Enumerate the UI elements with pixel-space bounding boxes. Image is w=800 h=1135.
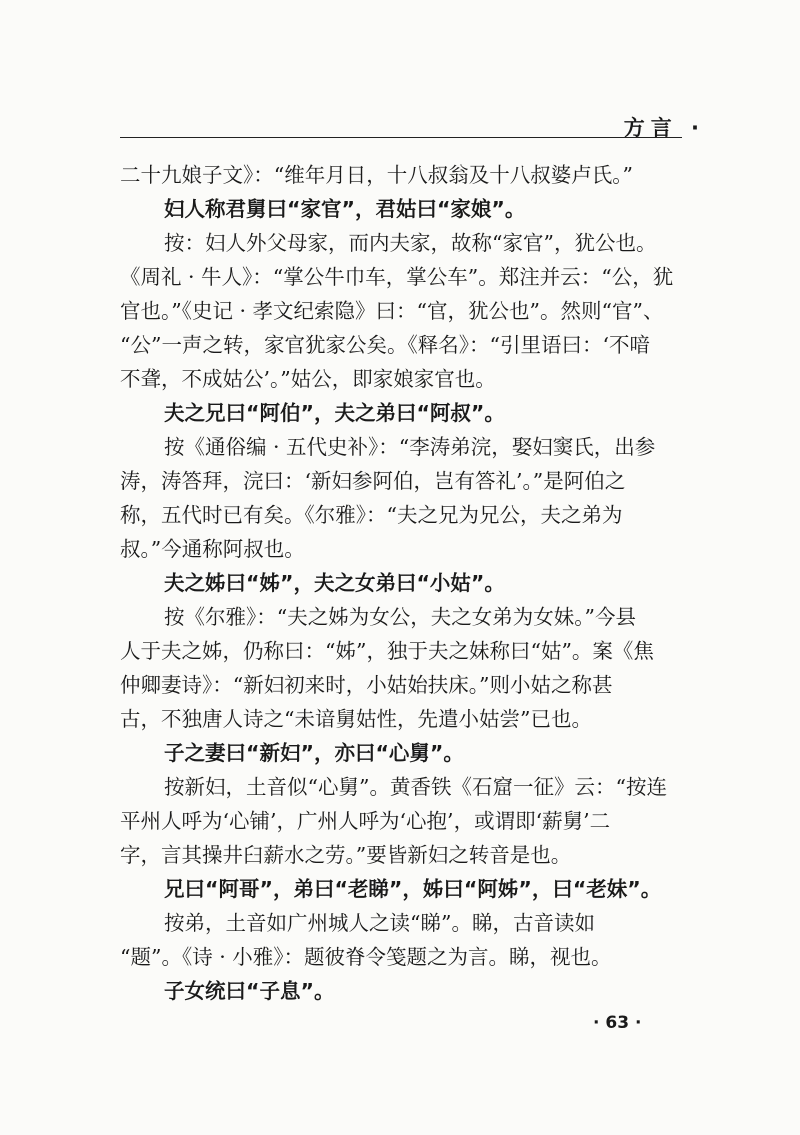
text-line: 按《尔雅》：“夫之姊为女公，夫之女弟为女妹。”今县 — [164, 605, 636, 629]
text-line: 按：妇人外父母家，而内夫家，故称“家官”，犹公也。 — [164, 231, 657, 255]
entry-heading: 夫之兄曰“阿伯”，夫之弟曰“阿叔”。 — [164, 401, 505, 425]
entry-heading: 妇人称君舅曰“家官”，君姑曰“家娘”。 — [164, 197, 526, 221]
text-line: 按《通俗编 · 五代史补》：“李涛弟浣，娶妇窦氏，出参 — [164, 435, 656, 459]
header-rule — [120, 137, 682, 138]
text-line: 字，言其操井臼薪水之劳。”要皆新妇之转音是也。 — [120, 843, 572, 867]
text-line: 官也。”《史记 · 孝文纪索隐》曰：“官，犹公也”。然则“官”、 — [120, 299, 664, 323]
text-line: 按弟，土音如广州城人之读“睇”。睇，古音读如 — [164, 911, 595, 935]
entry-heading: 子女统曰“子息”。 — [164, 979, 335, 1003]
text-line: 仲卿妻诗》：“新妇初来时，小姑始扶床。”则小姑之称甚 — [120, 673, 613, 697]
entry-heading: 兄曰“阿哥”，弟曰“老睇”，姊曰“阿姊”，曰“老妹”。 — [164, 877, 662, 901]
entry-heading: 子之妻曰“新妇”，亦曰“心舅”。 — [164, 741, 464, 765]
body-text — [120, 158, 685, 1008]
entry-heading: 夫之姊曰“姊”，夫之女弟曰“小姑”。 — [164, 571, 505, 595]
text-line: 叔。”今通称阿叔也。 — [120, 537, 305, 561]
text-line: 不聋，不成姑公’。”姑公，即家娘家官也。 — [120, 367, 496, 391]
text-line: 《周礼 · 牛人》：“掌公牛巾车，掌公车”。郑注并云：“公，犹 — [120, 265, 674, 289]
running-header-title: 方言 · — [623, 116, 705, 140]
text-line: “题”。《诗 · 小雅》：题彼脊令笺题之为言。睇，视也。 — [120, 945, 612, 969]
text-line: 人于夫之姊，仍称曰：“姊”，独于夫之妹称曰“姑”。案《焦 — [120, 639, 654, 663]
text-line: 二十九娘子文》：“维年月日，十八叔翁及十八叔婆卢氏。” — [120, 163, 633, 187]
text-line: 平州人呼为‘心铺’，广州人呼为‘心抱’，或谓即‘薪舅’二 — [120, 809, 611, 833]
text-line: 按新妇，土音似“心舅”。黄香铁《石窟一征》云：“按连 — [164, 775, 667, 799]
text-line: 涛，涛答拜，浣曰：‘新妇参阿伯，岂有答礼’。”是阿伯之 — [120, 469, 626, 493]
page-number: · 63 · — [593, 1013, 642, 1033]
text-line: 称，五代时已有矣。《尔雅》：“夫之兄为兄公，夫之弟为 — [120, 503, 623, 527]
text-line: “公”一声之转，家官犹家公矣。《释名》：“引里语曰：‘不喑 — [120, 333, 650, 357]
text-line: 古，不独唐人诗之“未谙舅姑性，先遣小姑尝”已也。 — [120, 707, 592, 731]
